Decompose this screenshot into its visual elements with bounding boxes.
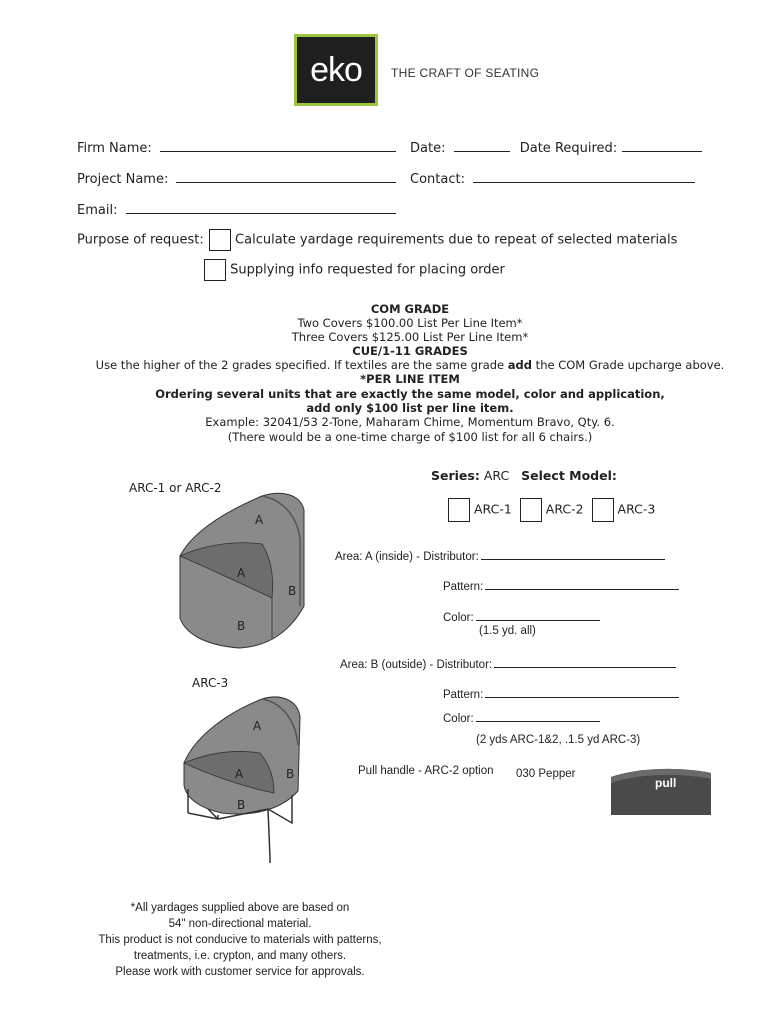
contact-label: Contact:: [410, 172, 465, 187]
project-name-field[interactable]: [176, 170, 396, 183]
footnote-line-1: *All yardages supplied above are based on: [130, 902, 350, 914]
arc-2-label: ARC-2: [545, 501, 584, 517]
arc-1-checkbox[interactable]: [448, 498, 470, 522]
area-b-color-label: Color:: [443, 713, 474, 725]
firm-name-row: [77, 139, 396, 156]
chair2-area-a-back: A: [253, 719, 262, 733]
diagram-label-bottom: ARC-3: [192, 676, 229, 690]
example-text: Example: 32041/53 2-Tone, Maharam Chime, Momentum Bravo, Qty. 6.: [205, 415, 615, 429]
email-label: Email:: [77, 203, 118, 218]
area-a-color-field[interactable]: [476, 609, 600, 621]
email-row: [77, 201, 396, 218]
area-b-pattern-row: [443, 686, 679, 701]
two-covers-price: Two Covers $100.00 List Per Line Item*: [297, 316, 523, 330]
area-b-distributor-field[interactable]: [494, 656, 676, 668]
grade-note-part-1: Use the higher of the 2 grades specified. If textiles are the same grade: [95, 358, 508, 372]
pull-handle-value: 030 Pepper: [516, 768, 576, 780]
chair2-area-b-side: B: [286, 767, 295, 781]
area-a-yardage: (1.5 yd. all): [479, 625, 536, 637]
footnote-line-5: Please work with customer service for approvals.: [115, 966, 365, 978]
purpose-option-1: Calculate yardage requirements due to repeat of selected materials: [235, 232, 678, 248]
area-b-row: [340, 656, 676, 671]
logo-text: eko: [310, 51, 362, 89]
firm-name-label: Firm Name:: [77, 141, 152, 156]
project-name-label: Project Name:: [77, 172, 169, 187]
footnote-line-4: treatments, i.e. crypton, and many others.: [133, 950, 347, 962]
grade-note-bold: add: [507, 358, 533, 372]
purpose-checkbox-2[interactable]: [204, 259, 226, 281]
per-line-title: *PER LINE ITEM: [360, 372, 460, 386]
series-row: [431, 468, 617, 483]
grade-note: [60, 358, 760, 372]
area-a-pattern-field[interactable]: [485, 578, 679, 590]
firm-name-field[interactable]: [160, 139, 396, 152]
area-a-pattern-row: [443, 578, 679, 593]
model-options: [448, 498, 655, 522]
date-field[interactable]: [454, 139, 510, 152]
date-label: Date:: [410, 141, 446, 156]
series-label: Series:: [431, 468, 480, 483]
arc-3-label: ARC-3: [617, 501, 656, 517]
arc-2-checkbox[interactable]: [520, 498, 542, 522]
ordering-note-1: Ordering several units that are exactly the same model, color and application,: [155, 387, 665, 401]
footnote-line-3: This product is not conducive to materials with patterns,: [98, 934, 382, 946]
email-field[interactable]: [126, 201, 396, 214]
diagram-label-top: ARC-1 or ARC-2: [129, 481, 222, 495]
cue-grade-title: CUE/1-11 GRADES: [352, 344, 468, 358]
area-b-yardage: (2 yds ARC-1&2, .1.5 yd ARC-3): [476, 734, 641, 746]
purpose-checkbox-1[interactable]: [209, 229, 231, 251]
chair2-area-b-front: B: [237, 798, 246, 812]
chair2-area-a-seat: A: [235, 767, 244, 781]
three-covers-price: Three Covers $125.00 List Per Line Item*: [291, 330, 529, 344]
chair1-area-b-side: B: [288, 584, 297, 598]
project-name-row: [77, 170, 396, 187]
pull-handle-swatch: [609, 765, 713, 815]
area-a-pattern-label: Pattern:: [443, 581, 484, 593]
area-b-label: Area: B (outside) - Distributor:: [340, 659, 493, 671]
contact-field[interactable]: [473, 170, 695, 183]
area-b-color-field[interactable]: [476, 710, 600, 722]
arc-1-label: ARC-1: [473, 501, 512, 517]
select-model-label: Select Model:: [521, 468, 617, 483]
purpose-option-2: Supplying info requested for placing order: [230, 262, 505, 278]
area-b-pattern-label: Pattern:: [443, 689, 484, 701]
area-a-color-row: [443, 609, 600, 624]
example-note: (There would be a one-time charge of $100 list for all 6 chairs.): [227, 430, 593, 444]
arc-3-checkbox[interactable]: [592, 498, 614, 522]
footnote: [70, 900, 410, 980]
series-value: ARC: [483, 468, 510, 483]
area-a-distributor-field[interactable]: [481, 548, 665, 560]
eko-logo: [294, 34, 378, 106]
area-b-pattern-field[interactable]: [485, 686, 679, 698]
area-a-row: [335, 548, 665, 563]
purpose-row-2: [204, 259, 505, 281]
chair1-area-a-seat: A: [237, 566, 246, 580]
date-row: [410, 139, 702, 156]
date-required-label: Date Required:: [519, 141, 618, 156]
ordering-note-2: add only $100 list per line item.: [306, 401, 514, 415]
tagline: THE CRAFT OF SEATING: [391, 66, 540, 80]
chair1-area-b-front: B: [237, 619, 246, 633]
date-required-field[interactable]: [622, 139, 702, 152]
pull-text: pull: [655, 776, 677, 790]
com-grade-title: COM GRADE: [370, 302, 450, 316]
footnote-line-2: 54" non-directional material.: [168, 918, 312, 930]
purpose-row-1: [77, 229, 677, 251]
pull-handle-label: Pull handle - ARC-2 option: [358, 765, 494, 777]
area-a-label: Area: A (inside) - Distributor:: [335, 551, 479, 563]
grade-note-part-2: the COM Grade upcharge above.: [532, 358, 725, 372]
area-a-color-label: Color:: [443, 612, 474, 624]
area-b-color-row: [443, 710, 600, 725]
purpose-label: Purpose of request:: [77, 232, 204, 248]
chair1-area-a-back: A: [255, 513, 264, 527]
contact-row: [410, 170, 695, 187]
